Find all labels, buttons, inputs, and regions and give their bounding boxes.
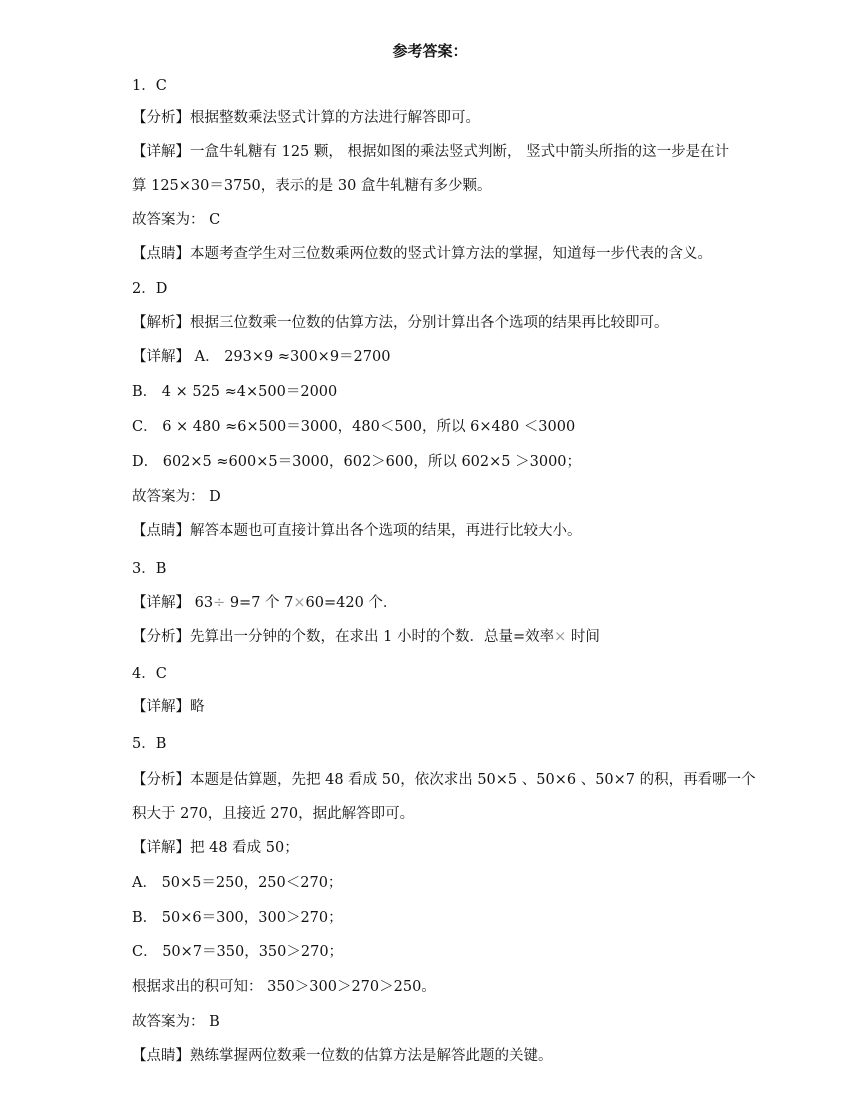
- analysis-text: 【分析】本题是估算题，先把 48 看成 50，依次求出 50×5 、50×6 、50×7 的积，再看哪一个: [132, 772, 756, 788]
- analysis-text: 【分析】根据整数乘法竖式计算的方法进行解答即可。: [132, 110, 480, 126]
- detail-option-b: B． 50×6＝300，300＞270；: [132, 910, 343, 926]
- detail-option-c: C． 50×7＝350，350＞270；: [132, 944, 344, 960]
- detail-text: 【详解】略: [132, 699, 205, 715]
- question-number: 3．B: [132, 561, 167, 577]
- detail-text: 【详解】把 48 看成 50；: [132, 840, 299, 856]
- detail-text-end: 60=420 个．: [305, 595, 398, 611]
- comment-text: 【点睛】解答本题也可直接计算出各个选项的结果，再进行比较大小。: [132, 523, 582, 539]
- detail-option-b: B． 4 × 525 ≈4×500＝2000: [132, 384, 338, 400]
- solution-text: 【解析】根据三位数乘一位数的估算方法，分别计算出各个选项的结果再比较即可。: [132, 315, 669, 331]
- question-number: 2．D: [132, 281, 168, 297]
- question-number: 5．B: [132, 736, 167, 752]
- divide-glyph: ÷: [213, 595, 226, 611]
- times-glyph: ×: [554, 629, 567, 645]
- detail-option-a: 【详解】 A． 293×9 ≈300×9＝2700: [132, 349, 391, 365]
- detail-text: [132, 593, 760, 613]
- conclusion-text: 根据求出的积可知： 350＞300＞270＞250。: [132, 979, 436, 995]
- answer-text: 故答案为： B: [132, 1014, 220, 1030]
- answer-text: 故答案为： C: [132, 212, 221, 228]
- detail-option-a: A． 50×5＝250，250＜270；: [132, 875, 343, 891]
- comment-text: 【点睛】熟练掌握两位数乘一位数的估算方法是解答此题的关键。: [132, 1048, 553, 1064]
- analysis-text-end: 时间: [566, 629, 600, 645]
- answer-text: 故答案为： D: [132, 489, 221, 505]
- detail-text-continued: 算 125×30＝3750，表示的是 30 盒牛轧糖有多少颗。: [132, 178, 492, 194]
- detail-option-c: C． 6 × 480 ≈6×500＝3000，480＜500，所以 6×480 ＜3000: [132, 419, 576, 435]
- times-glyph: ×: [293, 595, 306, 611]
- comment-text: 【点睛】本题考查学生对三位数乘两位数的竖式计算方法的掌握，知道每一步代表的含义。: [132, 246, 712, 262]
- detail-text-middle: 9=7 个 7: [225, 595, 294, 611]
- analysis-text: [132, 627, 760, 647]
- question-number: 4．C: [132, 666, 167, 682]
- analysis-text-start: 【分析】先算出一分钟的个数，在求出 1 小时的个数．总量=效率: [132, 629, 555, 645]
- detail-text-start: 【详解】 63: [132, 595, 214, 611]
- detail-text: 【详解】一盒牛轧糖有 125 颗， 根据如图的乘法竖式判断， 竖式中箭头所指的这一步是在计: [132, 144, 730, 160]
- page-title: 参考答案：: [392, 42, 468, 60]
- question-number: 1．C: [132, 78, 167, 94]
- detail-option-d: D． 602×5 ≈600×5＝3000，602＞600，所以 602×5 ＞3000；: [132, 454, 582, 470]
- analysis-text-continued: 积大于 270，且接近 270，据此解答即可。: [132, 806, 415, 822]
